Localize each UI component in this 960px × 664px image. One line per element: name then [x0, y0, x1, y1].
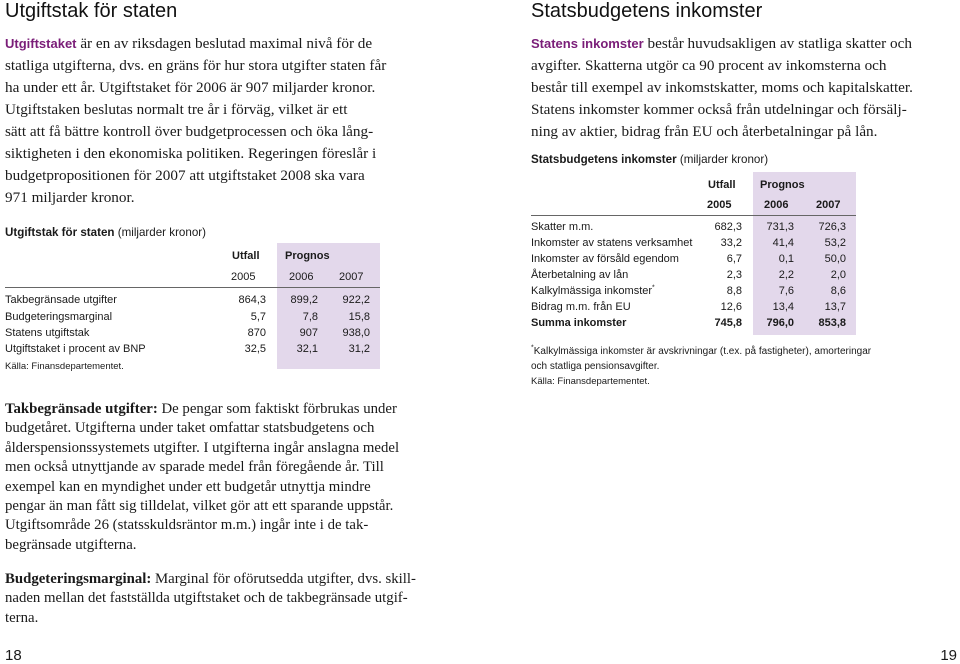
left-header-prognos: Prognos — [285, 250, 330, 262]
left-intro-paragraph: Utgiftstaket är en av riksdagen beslutad maximal nivå för de statliga utgifterna, dvs. en gräns för hur stora utgifter staten får ha under ett år. Utgiftstaket för 2006 är 907 miljarder kronor. Utgiftstaken beslutas normalt tre år i förväg, vilket är ett sätt att få bättre kontroll över budgetprocessen och öka lång- siktigheten i den ekonomiska politiken. Regeringen föreslår i budgetpropositionen för 2007 att utgiftstaket 2008 ska vara 971 miljarder kronor. — [5, 35, 387, 206]
definition-term: Budgeteringsmarginal: — [5, 571, 152, 587]
left-year-2006: 2006 — [289, 271, 314, 283]
left-table-title: Utgiftstak för staten (miljarder kronor) — [5, 226, 206, 239]
right-heading: Statsbudgetens inkomster — [531, 0, 763, 22]
left-year-2007: 2007 — [339, 271, 364, 283]
left-table-source: Källa: Finansdepartementet. — [5, 361, 124, 372]
left-heading: Utgiftstak för staten — [5, 0, 178, 22]
utgiftstaket-term: Utgiftstaket — [5, 36, 77, 51]
left-header-utfall: Utfall — [232, 250, 260, 262]
definition-term: Takbegränsade utgifter: — [5, 401, 158, 417]
right-header-prognos: Prognos — [760, 179, 805, 191]
page-number-right: 19 — [940, 647, 957, 664]
definition-takbegransade: Takbegränsade utgifter: De pengar som faktiskt förbrukas under budgetåret. Utgifterna under taket omfattar statsbudgetens och ålderspensionssystemets utgifter. I utgifterna ingår anslagna medel men också utnyttjande av sparade medel från föregående år. Till exempel kan en myndighet under ett budgetår utnyttja mindre pengar än man fått sig tilldelat, vilket gör att ett sparande uppstår. Utgiftsområde 26 (statsskuldsräntor m.m.) ingår inte i de tak- begränsade utgifterna. — [5, 401, 400, 553]
right-year-2007: 2007 — [816, 199, 841, 211]
statens-inkomster-term: Statens inkomster — [531, 36, 644, 51]
definition-budgeteringsmarginal: Budgeteringsmarginal: Marginal för oförutsedda utgifter, dvs. skill- naden mellan det fastställda utgiftstaket och de takbegränsade utgif- terna. — [5, 571, 416, 626]
right-year-2006: 2006 — [764, 199, 789, 211]
right-header-utfall: Utfall — [708, 179, 736, 191]
right-table-source: Källa: Finansdepartementet. — [531, 376, 650, 387]
right-table-footnote: *Kalkylmässiga inkomster är avskrivningar (t.ex. på fastigheter), amorteringar och statliga pensionsavgifter. — [531, 344, 872, 372]
page-number-left: 18 — [5, 647, 22, 664]
left-year-2005: 2005 — [231, 271, 256, 283]
right-table-rule — [531, 215, 856, 216]
right-table-title: Statsbudgetens inkomster (miljarder kronor) — [531, 153, 769, 166]
right-intro-paragraph: Statens inkomster består huvudsakligen av statliga skatter och avgifter. Skatterna utgör ca 90 procent av inkomsterna och består till exempel av inkomstskatter, moms och kapitalskatter. Statens inkomster kommer också från utdelningar och försälj- ning av aktier, bidrag från EU och återbetalningar på lån. — [531, 35, 913, 140]
footnote-marker: * — [652, 284, 655, 292]
right-year-2005: 2005 — [707, 199, 732, 211]
left-table-rule — [5, 287, 380, 288]
